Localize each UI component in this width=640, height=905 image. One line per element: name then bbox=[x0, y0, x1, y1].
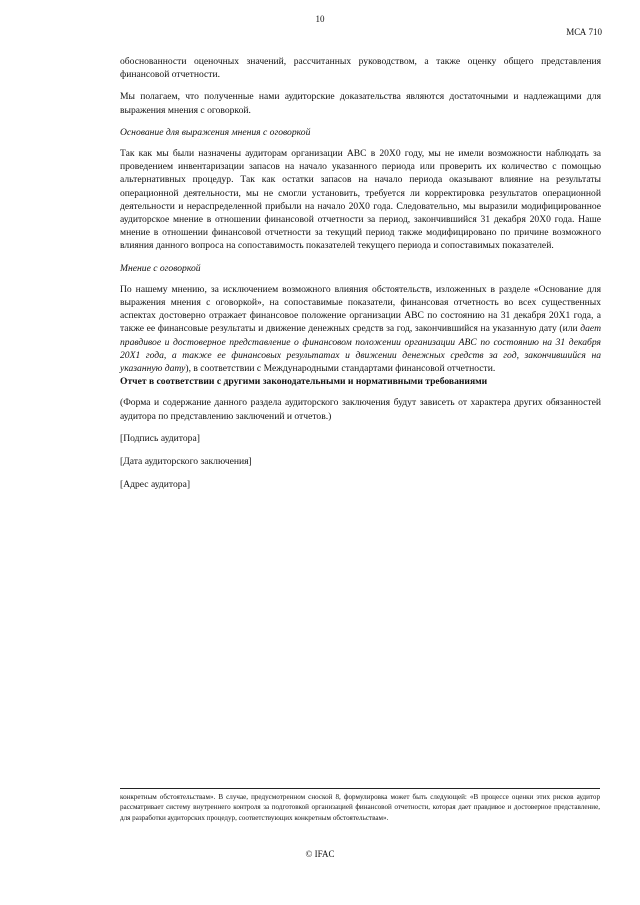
date-placeholder: [Дата аудиторского заключения] bbox=[120, 456, 252, 468]
footnote-divider bbox=[120, 788, 600, 789]
standard-code: МСА 710 bbox=[566, 27, 602, 37]
signature-placeholder: [Подпись аудитора] bbox=[120, 432, 200, 444]
opinion-text-start: По нашему мнению, за исключением возможного влияния обстоятельств, изложенных в разделе «Основание для выражения мнения с оговоркой», на сопоставимые показатели, финансовая отчетность во всех существенных аспектах достоверно отражает финансовое положение организации ABC по состоянию на 31 декабря 20X1 года, а также ее финансовые результаты и движение денежных средств за год, закончившийся на указанную дату (или bbox=[120, 283, 601, 335]
paragraph-continuation: обоснованности оценочных значений, рассчитанных руководством, а также оценку общего представления финансовой отчетности. bbox=[120, 56, 601, 81]
heading-qualified-opinion: Мнение с оговоркой bbox=[120, 262, 201, 274]
copyright-footer: © IFAC bbox=[305, 849, 335, 859]
heading-basis-for-qualified-opinion: Основание для выражения мнения с оговоркой bbox=[120, 126, 311, 138]
heading-other-legal-requirements: Отчет в соответствии с другими законодательными и нормативными требованиями bbox=[120, 376, 488, 388]
paragraph-basis: Так как мы были назначены аудиторам организации ABC в 20X0 году, мы не имели возможности наблюдать за проведением инвентаризации запасов на начало указанного периода или проверить их количество с помощью альтернативных процедур. Так как остатки запасов на начало периода оказывают влияние на результаты операционной деятельности, мы не смогли установить, требуется ли корректировка результатов операционной деятельности и нераспределенной прибыли на начало 20X0 года. Следовательно, мы выразили модифицированное аудиторское мнение в отношении финансовой отчетности за период, закончившийся 31 декабря 20X0 года. Наше мнение в отношении финансовой отчетности за текущий период также модифицировано по причине возможного влияния данного вопроса на сопоставимость показателей текущего периода и сопоставимых показателей. bbox=[120, 148, 601, 252]
main-content bbox=[120, 55, 601, 501]
opinion-text-end: ), в соответствии с Международными стандартами финансовой отчетности. bbox=[185, 363, 496, 375]
opinion-text-alternative: дает правдивое и достоверное представление о финансовом положении организации ABC по состоянию на 31 декабря 20X1 года, а также ее финансовых результатах и движении денежных средств за год, закончившийся на указанную дату bbox=[120, 323, 601, 375]
paragraph-opinion bbox=[120, 283, 601, 375]
page-number: 10 bbox=[315, 14, 325, 24]
footnote-text: конкретным обстоятельствам». В случае, предусмотренном сноской 8, формулировка может быть следующей: «В процессе оценки этих рисков аудитор рассматривает систему внутреннего контроля за подготовкой организацией финансовой отчетности, которая дает правдивое и достоверное представление, для разработки аудиторских процедур, соответствующих конкретным обстоятельствам». bbox=[120, 793, 600, 822]
paragraph-belief: Мы полагаем, что полученные нами аудиторские доказательства являются достаточными и надлежащими для выражения мнения с оговоркой. bbox=[120, 91, 601, 116]
address-placeholder: [Адрес аудитора] bbox=[120, 479, 191, 491]
paragraph-other-requirements: (Форма и содержание данного раздела аудиторского заключения будут зависеть от характера других обязанностей аудитора по представлению заключений и отчетов.) bbox=[120, 397, 601, 422]
